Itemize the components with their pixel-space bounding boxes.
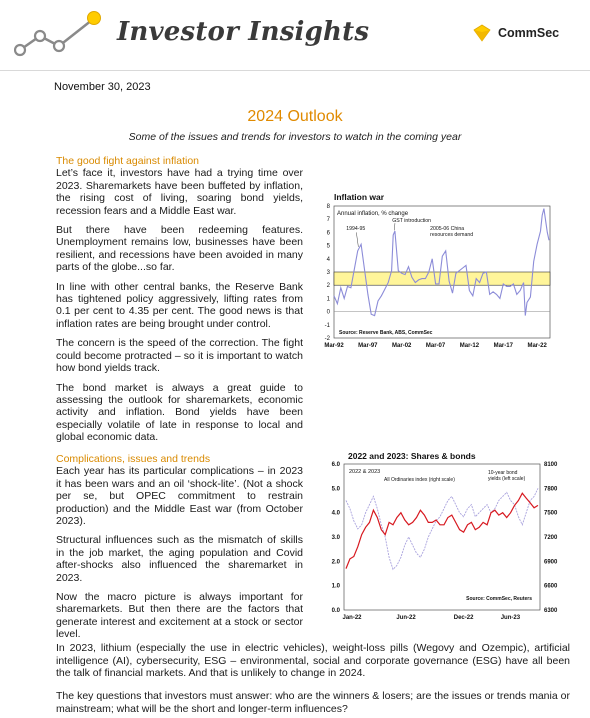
y-tick-label: 5 xyxy=(326,243,330,250)
y-left-tick-label: 1.0 xyxy=(331,583,340,590)
plot-frame xyxy=(344,464,540,610)
y-left-tick-label: 0.0 xyxy=(331,608,340,614)
y-left-tick-label: 5.0 xyxy=(331,486,340,493)
line-chart-icon xyxy=(14,10,109,58)
annotation: 1994-95 xyxy=(346,225,366,232)
y-tick-label: -2 xyxy=(324,336,330,342)
commsec-logo[interactable] xyxy=(472,24,559,42)
y-tick-label: 7 xyxy=(326,217,330,224)
header xyxy=(0,0,590,72)
x-tick-label: Mar-07 xyxy=(425,343,446,349)
paragraph: The concern is the speed of the correction. The fight could become protracted – so it is important to watch how bond yields track. xyxy=(56,337,303,375)
x-tick-label: Mar-92 xyxy=(324,343,344,349)
y-tick-label: 8 xyxy=(326,204,330,210)
y-left-tick-label: 6.0 xyxy=(331,462,340,468)
paragraph-trends: In 2023, lithium (especially the use in electric vehicles), weight-loss pills (Wegovy and Ozempic), artificial intelligence (AI), cybersecurity, ESG – environmental, social and corporate governance (ESG) have all been the talk of financial markets. And that is unlikely to change in 2024. xyxy=(56,642,570,680)
paragraph: Each year has its particular complications – in 2023 it has been wars and an oil ‘shock-lite’. (Not a shock per se, but OPEC commitment to restrain production) and the Middle East war (from October 2023). xyxy=(56,465,303,528)
annotation-line: 2005-06 China xyxy=(430,225,465,232)
inflation-chart-plot xyxy=(318,192,558,352)
y-tick-label: 2 xyxy=(326,283,330,290)
paragraph: Now the macro picture is always important for sharemarkets. But then there are the factors that generate interest and excitement at a stock or sector level. xyxy=(56,591,303,641)
chart-subtitle: 2022 & 2023 xyxy=(349,469,381,475)
section-heading: Complications, issues and trends xyxy=(56,453,211,465)
page-brand-title: Investor Insights xyxy=(117,17,370,47)
legend-line: 10-year bond xyxy=(488,470,518,476)
shares-bonds-chart xyxy=(318,448,580,626)
page-subtitle: Some of the issues and trends for investors to watch in the coming year xyxy=(128,131,462,143)
inflation-chart xyxy=(318,192,558,352)
section-inflation xyxy=(56,155,303,451)
y-right-tick-label: 8100 xyxy=(544,462,558,468)
x-tick-label: Mar-97 xyxy=(358,343,378,349)
y-left-tick-label: 2.0 xyxy=(331,559,340,566)
paragraph: The bond market is always a great guide to assessing the outlook for sharemarkets, economic activity and inflation. Bond yields have been especially volatile of late in response to local and global economic data. xyxy=(56,381,303,444)
paragraph: Structural influences such as the mismatch of skills in the job market, the aging population and Covid after-shocks also influenced the sharemarket in 2023. xyxy=(56,534,303,584)
chart-title: Inflation war xyxy=(334,192,385,202)
paragraph: In line with other central banks, the Reserve Bank has tightened policy aggressively, lifting rates from 0.1 per cent to 4.35 per cent. The good news is that inflation rates are being brought under control. xyxy=(56,280,303,330)
source-note: Source: Reserve Bank, ABS, CommSec xyxy=(339,330,433,336)
y-tick-label: -1 xyxy=(324,322,330,329)
x-tick-label: Mar-02 xyxy=(392,343,412,349)
paragraph-key-questions: The key questions that investors must answer: who are the winners & losers; are the issues or trends mania or mainstream; what will be the short and longer-term influences? xyxy=(56,690,570,715)
y-right-tick-label: 6300 xyxy=(544,608,558,614)
y-right-tick-label: 6600 xyxy=(544,583,558,590)
y-right-tick-label: 7800 xyxy=(544,486,558,493)
paragraph: Let’s face it, investors have had a trying time over 2023. Sharemarkets have been buffeted by inflation, the rising cost of living, soaring bond yields, recession fears and a Middle East war. xyxy=(56,167,303,217)
x-tick-label: Dec-22 xyxy=(453,615,474,621)
page-title: 2024 Outlook xyxy=(247,108,343,125)
chart-title: 2022 and 2023: Shares & bonds xyxy=(348,451,476,461)
y-left-tick-label: 3.0 xyxy=(331,535,340,541)
x-tick-label: Jun-22 xyxy=(396,615,416,621)
y-left-tick-label: 4.0 xyxy=(331,510,340,517)
x-tick-label: Jun-23 xyxy=(500,615,521,621)
y-right-tick-label: 6900 xyxy=(544,559,558,566)
section-complications xyxy=(56,453,303,648)
y-right-tick-label: 7500 xyxy=(544,510,558,517)
legend-line: yields (left scale) xyxy=(488,476,526,482)
y-right-tick-label: 7200 xyxy=(544,535,558,541)
y-tick-label: 3 xyxy=(326,270,330,276)
shares-bonds-chart-plot xyxy=(318,448,580,626)
legend-label: All Ordinaries index (right scale) xyxy=(384,477,455,483)
x-tick-label: Mar-12 xyxy=(459,343,480,349)
annotation-line: resources demand xyxy=(430,231,474,238)
x-tick-label: Mar-17 xyxy=(493,343,513,349)
header-divider xyxy=(0,70,590,71)
y-tick-label: 0 xyxy=(326,309,330,316)
y-tick-label: 6 xyxy=(326,230,330,237)
commsec-diamond-icon xyxy=(472,24,492,42)
commsec-label: CommSec xyxy=(498,26,560,40)
y-tick-label: 4 xyxy=(326,256,330,263)
source-note: Source: CommSec, Reuters xyxy=(466,596,532,602)
x-tick-label: Jan-22 xyxy=(342,615,362,621)
section-heading: The good fight against inflation xyxy=(56,155,200,167)
x-tick-label: Mar-22 xyxy=(527,343,547,349)
publication-date: November 30, 2023 xyxy=(54,81,151,93)
paragraph: But there have been redeeming features. Unemployment remains low, businesses have been resilient, and recessions have been avoided in many parts of the globe...so far. xyxy=(56,224,303,274)
y-tick-label: 1 xyxy=(326,296,330,303)
y-axis-label: Annual inflation, % change xyxy=(337,211,409,217)
annotation: GST introduction xyxy=(392,217,432,224)
